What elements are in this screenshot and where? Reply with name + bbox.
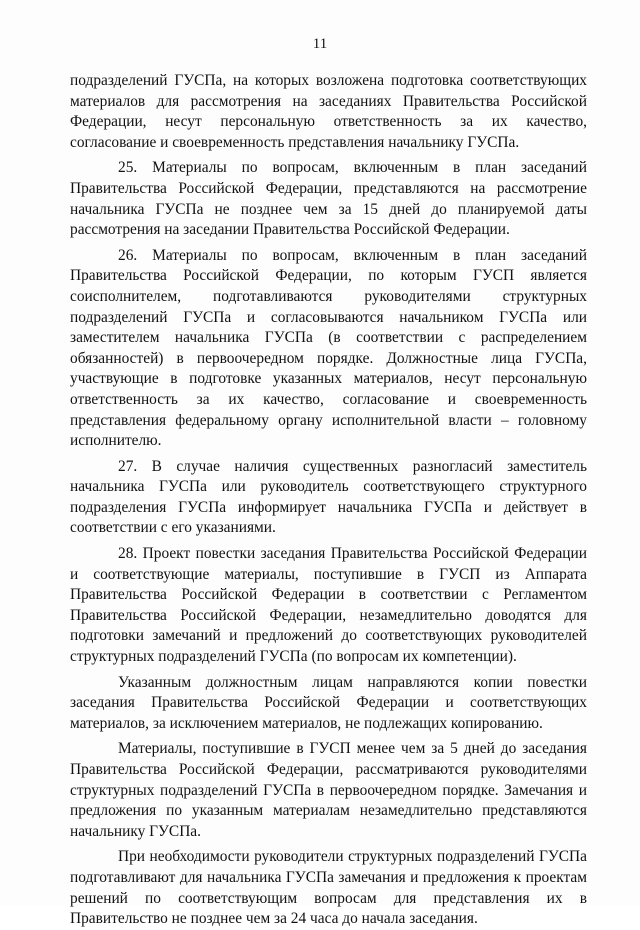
paragraph-25: 25. Материалы по вопросам, включенным в план заседаний Правительства Российской Федерации, представляются на рассмотрение начальника ГУСПа не позднее чем за 15 дней до планируемой даты рассмотрения на заседании Правительства Российской Федерации. [70, 159, 587, 239]
page-number: 11 [312, 36, 328, 52]
paragraph-proposals: При необходимости руководители структурных подразделений ГУСПа подготавливают для начальника ГУСПа замечания и предложения к проектам решений по соответствующим вопросам для представления их в Правительство не позднее чем за 24 часа до начала заседания. [70, 848, 587, 928]
paragraph-28: 28. Проект повестки заседания Правительства Российской Федерации и соответствующие материалы, поступившие в ГУСП из Аппарата Правительства Российской Федерации в соответствии с Регламентом Правительства Российской Федерации, незамедлительно доводятся для подготовки замечаний и предложений до соответствующих руководителей структурных подразделений ГУСПа (по вопросам их компетенции). [70, 545, 587, 666]
paragraph-copies: Указанным должностным лицам направляются копии повестки заседания Правительства Российской Федерации и соответствующих материалов, за исключением материалов, не подлежащих копированию. [70, 673, 587, 732]
paragraph-26: 26. Материалы по вопросам, включенным в план заседаний Правительства Российской Федерации, по которым ГУСП является соисполнителем, подготавливаются руководителями структурных подразделений ГУСПа и согласовываются начальником ГУСПа или заместителем начальника ГУСПа (в соответствии с распределением обязанностей) в первоочередном порядке. Должностные лица ГУСПа, участвующие в подготовке указанных материалов, несут персональную ответственность за их качество, согласование и своевременность представления федеральному органу исполнительной власти – головному исполнителю. [70, 246, 587, 450]
document-body [70, 71, 587, 930]
paragraph-27: 27. В случае наличия существенных разногласий заместитель начальника ГУСПа или руководитель соответствующего структурного подразделения ГУСПа информирует начальника ГУСПа и действует в соответствии с его указаниями. [70, 457, 587, 537]
paragraph-late-materials: Материалы, поступившие в ГУСП менее чем за 5 дней до заседания Правительства Российской Федерации, рассматриваются руководителями структурных подразделений ГУСПа в первоочередном порядке. Замечания и предложения по указанным материалам незамедлительно представляются начальнику ГУСПа. [70, 740, 587, 840]
paragraph-continuation: подразделений ГУСПа, на которых возложена подготовка соответствующих материалов для рассмотрения на заседаниях Правительства Российской Федерации, несут персональную ответственность за их качество, согласование и своевременность представления начальнику ГУСПа. [70, 72, 587, 151]
